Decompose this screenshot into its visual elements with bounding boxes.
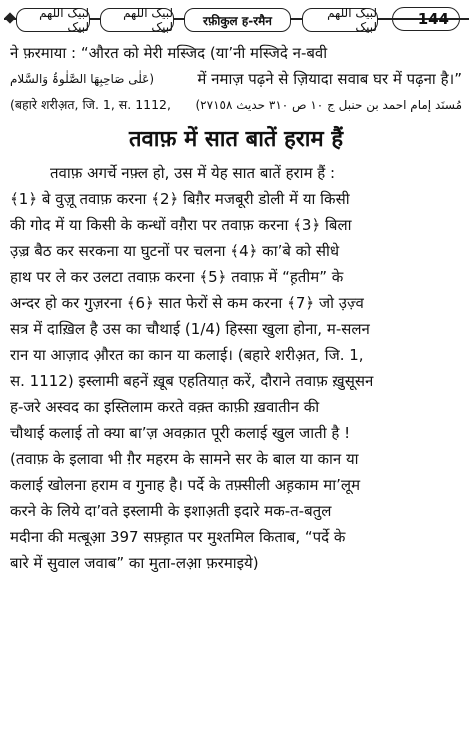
body-line: तवाफ़ अगर्चे नफ़्ल हो, उस में येह सात बातें हराम हैं : (50, 164, 336, 182)
body-line: हाथ पर ले कर उलटा तवाफ़ करना ﴾5﴿ तवाफ़ में “ह़तीम” के (10, 268, 344, 286)
page-number-text: 144 (417, 10, 449, 28)
header-label-right: لبیک اللھم لبیک (302, 8, 378, 32)
intro-line-2-text: में नमाज़ पढ़ने से ज़ियादा सवाब घर में पढ़ना है।” (197, 70, 462, 88)
body-line: चौथाई कलाई तो क्या बा’ज़ अवक़ात पूरी कलाई खुल जाती है ! (10, 424, 351, 442)
intro-line-1: ने फ़रमाया : “औरत को मेरी मस्जिद (या’नी मस्जिदे न-बवी (10, 44, 328, 62)
header-label-left-2: لبیک اللھم لبیک (100, 8, 174, 32)
body-line: रान या आज़ाद औ़रत का कान या कलाई। (बहारे शरीअ़त, जि. 1, (10, 346, 364, 364)
page-number (392, 7, 460, 31)
body-line: बारे में सुवाल जवाब” का मुता-लआ़ फ़रमाइये) (10, 554, 259, 572)
body-text (10, 160, 462, 576)
reference-hindi: (बहारे शरीअ़त, जि. 1, स. 1112, (10, 97, 171, 112)
body-line: करने के लिये दा’वते इस्लामी के इशाअ़ती इदारे मक-त-बतुल (10, 502, 332, 520)
body-line: (तवाफ़ के इलावा भी ग़ैर महरम के सामने सर के बाल या कान या (10, 450, 359, 468)
intro-reference (10, 92, 462, 118)
body-line: स. 1112) इस्लामी बहनें ख़ूब एहतियात़ करें, दौराने तवाफ़ ख़ुसूसन (10, 372, 374, 390)
body-line: सत्र में दाख़िल है उस का चौथाई (1/4) हिस्सा खुला होना, म-सलन (10, 320, 370, 338)
body-line: ह-जरे अस्वद का इस्तिलाम करते वक़्त काफ़ी ख़वातीन की (10, 398, 320, 416)
body-line: मदीना की मत्बूआ़ 397 सफ़्ह़ात पर मुश्तमिल किताब, “पर्दे के (10, 528, 346, 546)
header-title: रफ़ीकुल ह-रमैन (184, 8, 291, 32)
page-header (4, 4, 469, 34)
body-line: की गोद में या किसी के कन्धों वग़ैरा पर तवाफ़ करना ﴾3﴿ बिला (10, 216, 352, 234)
body-line: कलाई खोलना हराम व गुनाह है। पर्दे के तफ़्सीली अह़काम मा’लूम (10, 476, 361, 494)
body-line: ﴾1﴿ बे वुज़ू तवाफ़ करना ﴾2﴿ बिग़ैर मजबूरी डोली में या किसी (10, 190, 350, 208)
header-label-left-1: لبیک اللھم لبیک (16, 8, 90, 32)
reference-arabic: مُسنَد إمام احمد بن حنبل ج ١٠ ص ٣١٠ حديث ٢٧١٥٨) (195, 98, 462, 112)
intro-arabic: (عَلٰی صَاحِبِھَا الصَّلٰوۃُ وَالسَّلام (10, 72, 155, 86)
page-content (10, 40, 462, 576)
body-line: उ़ज़्र बैठ कर सरकना या घुटनों पर चलना ﴾4﴿ का’बे को सीधे (10, 242, 340, 260)
section-heading: तवाफ़ में सात बातें हराम हैं (128, 127, 343, 152)
body-line: अन्दर हो कर गुज़रना ﴾6﴿ सात फेरों से कम करना ﴾7﴿ जो उ़ज़्व (10, 294, 364, 312)
intro-line-2 (10, 66, 462, 92)
diamond-ornament-icon (4, 12, 15, 23)
